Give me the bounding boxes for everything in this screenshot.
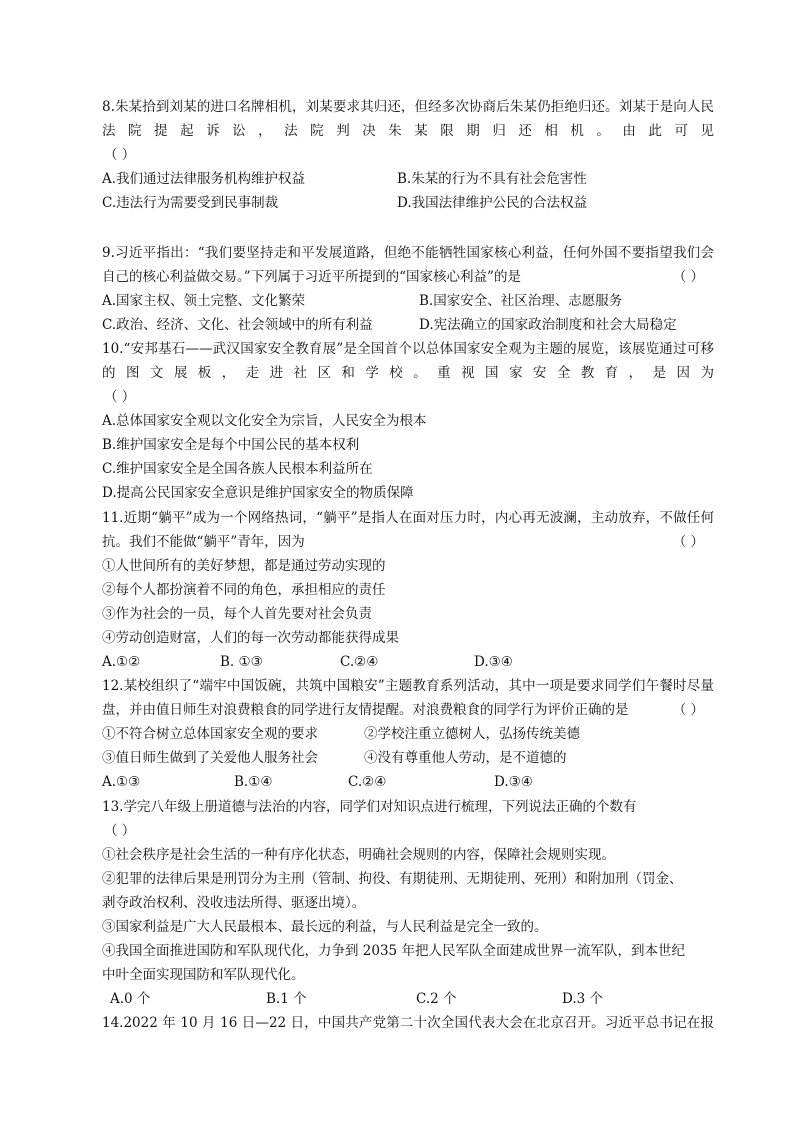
q13-option-a: A.0 个	[110, 991, 151, 1007]
q8-option-a: A.我们通过法律服务机构维护权益	[102, 171, 306, 187]
q9-option-b: B.国家安全、社区治理、志愿服务	[419, 293, 623, 309]
q11-line-2-text: 抗。我们不能做“躺平”青年，因为	[102, 534, 305, 550]
q10-line-3: （ ）	[104, 389, 136, 405]
question-11	[102, 506, 714, 674]
q11-option-b: B. ①③	[220, 654, 263, 670]
question-13	[102, 795, 714, 1011]
q9-options-row-1	[102, 289, 714, 313]
q13-line-1: 13.学完八年级上册道德与法治的内容，同学们对知识点进行梳理，下列说法正确的个数有	[102, 799, 637, 815]
q8-options-row-2	[102, 191, 714, 215]
q13-item-4: ④我国全面推进国防和军队现代化，力争到 2035 年把人民军队全面建成世界一流军队，到本世纪	[102, 943, 685, 959]
q12-line-2	[102, 698, 714, 722]
q8-line-1: 8.朱某拾到刘某的进口名牌相机，刘某要求其归还，但经多次协商后朱某仍拒绝归还。刘某于是向人民	[102, 99, 714, 115]
q8-line-2: 法院提起诉讼，法院判决朱某限期归还相机。由此可见	[102, 123, 714, 139]
q13-options-row	[102, 987, 714, 1011]
q12-options-row	[102, 770, 714, 794]
q8-options-row-1	[102, 167, 714, 191]
q9-line-2-text: 自己的核心利益做交易。”下列属于习近平所提到的“国家核心利益”的是	[102, 269, 521, 285]
question-9	[102, 241, 714, 337]
q9-answer-blank: （ ）	[672, 269, 704, 285]
q10-option-b: B.维护国家安全是每个中国公民的基本权利	[102, 437, 360, 453]
q13-item-2: ②犯罪的法律后果是刑罚分为主刑（管制、拘役、有期徒刑、无期徒刑、死刑）和附加刑（罚金、	[102, 871, 683, 887]
q10-option-a: A.总体国家安全观以文化安全为宗旨，人民安全为根本	[102, 413, 427, 429]
question-10	[102, 337, 714, 505]
question-12	[102, 674, 714, 794]
q12-line-2-text: 盘，并由值日师生对浪费粮食的同学进行友情提醒。对浪费粮食的同学行为评价正确的是	[102, 702, 629, 718]
q13-item-3: ③国家利益是广大人民最根本、最长远的利益，与人民利益是完全一致的。	[102, 919, 548, 935]
q12-item-3: ③值日师生做到了关爱他人服务社会	[102, 750, 318, 766]
q8-option-b: B.朱某的行为不具有社会危害性	[397, 171, 587, 187]
q11-item-2: ②每个人都扮演着不同的角色，承担相应的责任	[102, 582, 386, 598]
q11-answer-blank: （ ）	[672, 534, 704, 550]
q13-option-b: B.1 个	[266, 991, 307, 1007]
q11-option-a: A.①②	[102, 654, 141, 670]
q11-option-c: C.②④	[340, 654, 379, 670]
question-8	[102, 95, 714, 215]
q10-option-d: D.提高公民国家安全意识是维护国家安全的物质保障	[102, 485, 414, 501]
q12-item-4: ④没有尊重他人劳动，是不道德的	[364, 750, 567, 766]
q13-option-d: D.3 个	[562, 991, 604, 1007]
q12-option-d: D.③④	[494, 774, 533, 790]
q8-line-3: （ ）	[104, 147, 136, 163]
q13-line-2: （ ）	[104, 823, 136, 839]
question-14	[102, 1011, 714, 1035]
q12-line-1: 12.某校组织了“端牢中国饭碗，共筑中国粮安”主题教育系列活动，其中一项是要求同学们午餐时尽量	[102, 678, 714, 694]
q9-line-1: 9.习近平指出：“我们要坚持走和平发展道路，但绝不能牺牲国家核心利益，任何外国不要指望我们会	[102, 245, 714, 261]
q10-option-c: C.维护国家安全是全国各族人民根本利益所在	[102, 461, 373, 477]
q12-items-row-2	[102, 746, 714, 770]
q9-option-d: D.宪法确立的国家政治制度和社会大局稳定	[419, 317, 677, 333]
q12-item-1: ①不符合树立总体国家安全观的要求	[102, 726, 318, 742]
q9-option-a: A.国家主权、领土完整、文化繁荣	[102, 293, 306, 309]
q9-line-2	[102, 265, 714, 289]
q13-item-4-cont: 中叶全面实现国防和军队现代化。	[102, 967, 305, 983]
q12-answer-blank: （ ）	[672, 702, 704, 718]
q14-line-1: 14.2022 年 10 月 16 日—22 日，中国共产党第二十次全国代表大会在北京召开。习近平总书记在报	[102, 1015, 714, 1031]
q11-option-d: D.③④	[474, 654, 513, 670]
q9-option-c: C.政治、经济、文化、社会领域中的所有利益	[102, 317, 373, 333]
q12-option-c: C.②④	[348, 774, 387, 790]
q12-items-row-1	[102, 722, 714, 746]
q12-option-b: B.①④	[234, 774, 273, 790]
q11-item-3: ③作为社会的一员，每个人首先要对社会负责	[102, 606, 372, 622]
q12-item-2: ②学校注重立德树人，弘扬传统美德	[364, 726, 580, 742]
q8-option-d: D.我国法律维护公民的合法权益	[397, 195, 588, 211]
q8-option-c: C.违法行为需要受到民事制裁	[102, 195, 279, 211]
q11-line-2	[102, 530, 714, 554]
q13-item-1: ①社会秩序是社会生活的一种有序化状态，明确社会规则的内容，保障社会规则实现。	[102, 847, 615, 863]
q13-item-2-cont: 剥夺政治权利、没收违法所得、驱逐出境）。	[102, 895, 366, 911]
q13-option-c: C.2 个	[416, 991, 457, 1007]
q10-line-1: 10.“安邦基石——武汉国家安全教育展”是全国首个以总体国家安全观为主题的展览，该展览通过可移	[102, 341, 714, 357]
q11-item-4: ④劳动创造财富，人们的每一次劳动都能获得成果	[102, 630, 399, 646]
q11-options-row	[102, 650, 714, 674]
q9-options-row-2	[102, 313, 714, 337]
q10-line-2: 的图文展板，走进社区和学校。重视国家安全教育，是因为	[102, 365, 714, 381]
q11-item-1: ①人世间所有的美好梦想，都是通过劳动实现的	[102, 558, 386, 574]
q11-line-1: 11.近期“躺平”成为一个网络热词，“躺平”是指人在面对压力时，内心再无波澜，主动放弃，不做任何	[102, 510, 714, 526]
q12-option-a: A.①③	[102, 774, 141, 790]
